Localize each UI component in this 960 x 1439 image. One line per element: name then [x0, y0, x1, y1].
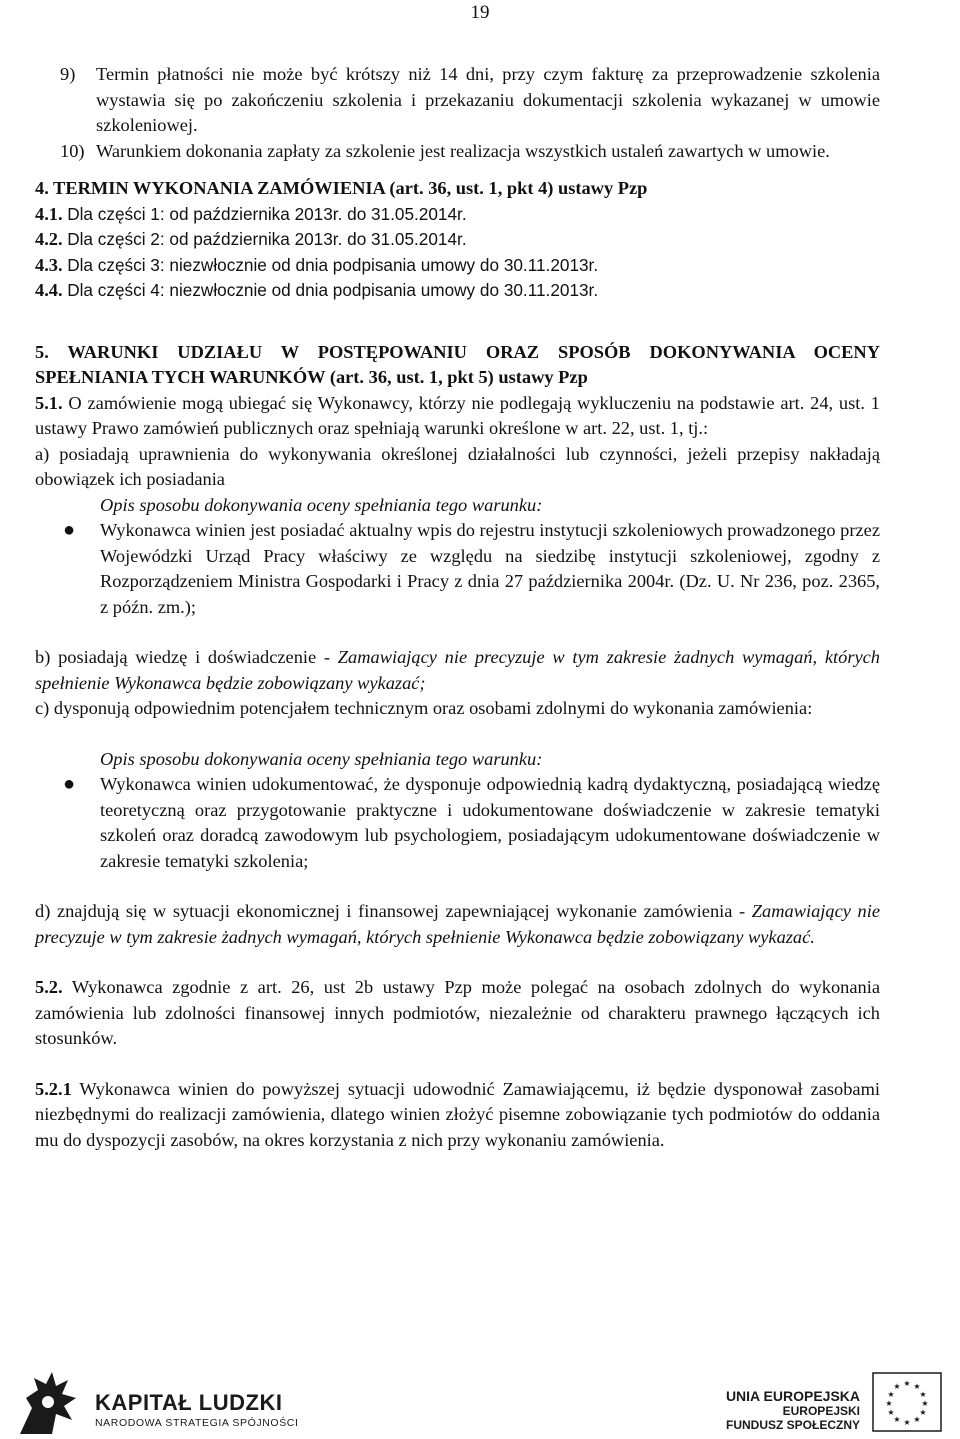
condition-d-lead: d) znajdują się w sytuacji ekonomicznej i finansowej zapewniającej wykonanie zamówienia -	[35, 901, 752, 921]
section-4-1	[35, 202, 880, 228]
list-text: Termin płatności nie może być krótszy niż 14 dni, przy czym fakturę za przeprowadzenie szkolenia wystawia się po zakończeniu szkolenia i przekazaniu dokumentacji szkolenia wykazanej w umowie szkoleniowej.	[96, 64, 880, 135]
svg-text:★: ★	[921, 1399, 929, 1408]
assessment-heading-c: Opis sposobu dokonywania oceny spełniania tego warunku:	[100, 748, 543, 769]
list-text: Warunkiem dokonania zapłaty za szkolenie jest realizacja wszystkich ustaleń zawartych w umowie.	[96, 140, 830, 161]
condition-a: a) posiadają uprawnienia do wykonywania określonej działalności lub czynności, jeżeli przepisy nakładają obowiązek ich posiadania	[35, 443, 880, 489]
section-5-2	[35, 975, 880, 1052]
subsection-text: Dla części 2: od października 2013r. do 31.05.2014r.	[67, 229, 467, 249]
bullet-item-a	[35, 518, 880, 620]
section-4-heading: 4. TERMIN WYKONANIA ZAMÓWIENIA (art. 36, ust. 1, pkt 4) ustawy Pzp	[35, 178, 648, 198]
svg-text:★: ★	[919, 1390, 927, 1399]
eu-line-3: FUNDUSZ SPOŁECZNY	[725, 1418, 860, 1432]
list-item-9	[35, 62, 880, 139]
condition-d	[35, 899, 880, 950]
kapital-ludzki-subtitle: NARODOWA STRATEGIA SPÓJNOŚCI	[95, 1417, 299, 1429]
page-number: 19	[470, 2, 490, 23]
eu-line-1: UNIA EUROPEJSKA	[725, 1388, 860, 1404]
section-5-heading: 5. WARUNKI UDZIAŁU W POSTĘPOWANIU ORAZ SPOSÓB DOKONYWANIA OCENY SPEŁNIANIA TYCH WARUNKÓW (art. 36, ust. 1, pkt 5) ustawy Pzp	[35, 341, 880, 387]
eu-label	[726, 1388, 860, 1432]
document-body	[35, 62, 880, 1153]
condition-d-note: Zamawiający nie precyzuje w tym zakresie żadnych wymagań, których spełnienie Wykonawca będzie zobowiązany wykazać.	[35, 901, 880, 947]
section-4-2	[35, 227, 880, 253]
list-number: 10)	[60, 140, 85, 161]
svg-text:★: ★	[913, 1415, 921, 1424]
svg-text:★: ★	[887, 1408, 895, 1417]
svg-text:★: ★	[893, 1415, 901, 1424]
kapital-ludzki-title: KAPITAŁ LUDZKI	[95, 1390, 283, 1415]
section-4-3	[35, 253, 880, 279]
bullet-item-c	[35, 772, 880, 874]
eu-line-2: EUROPEJSKI	[782, 1404, 860, 1418]
subsection-text: Wykonawca zgodnie z art. 26, ust 2b ustawy Pzp może polegać na osobach zdolnych do wykonania zamówienia lub zdolności finansowej innych podmiotów, niezależnie od charakteru prawnego łączących ich stosunków.	[35, 977, 880, 1048]
subsection-number: 4.2.	[35, 229, 63, 249]
section-5-2-1	[35, 1077, 880, 1154]
subsection-text: Dla części 4: niezwłocznie od dnia podpisania umowy do 30.11.2013r.	[67, 280, 599, 300]
subsection-number: 4.3.	[35, 254, 63, 275]
svg-text:★: ★	[903, 1418, 911, 1427]
svg-text:★: ★	[885, 1399, 893, 1408]
assessment-heading-a: Opis sposobu dokonywania oceny spełniania tego warunku:	[100, 494, 543, 515]
subsection-number: 5.2.	[35, 977, 63, 997]
subsection-number: 5.2.1	[35, 1078, 72, 1099]
bullet-text: Wykonawca winien udokumentować, że dysponuje odpowiednią kadrą dydaktyczną, posiadającą wiedzę teoretyczną oraz przygotowanie praktyczne i udokumentowane doświadczenie w zakresie tematyki szkoleń oraz doradcą zawodowym lub psychologiem, posiadającym udokumentowane doświadczenie w zakresie tematyki szkolenia;	[100, 774, 880, 871]
condition-b-note: Zamawiający nie precyzuje w tym zakresie żadnych wymagań, których spełnienie Wykonawca będzie zobowiązany wykazać;	[35, 647, 880, 693]
section-4-4	[35, 278, 880, 304]
svg-text:★: ★	[919, 1408, 927, 1417]
subsection-text: Dla części 1: od października 2013r. do 31.05.2014r.	[67, 203, 467, 224]
subsection-text: O zamówienie mogą ubiegać się Wykonawcy, którzy nie podlegają wykluczeniu na podstawie art. 24, ust. 1 ustawy Prawo zamówień publicznych oraz spełniają warunki określone w art. 22, ust. 1, tj.:	[35, 392, 880, 438]
svg-text:★: ★	[893, 1382, 901, 1391]
svg-text:★: ★	[903, 1379, 911, 1388]
condition-b	[35, 645, 880, 696]
svg-text:★: ★	[887, 1390, 895, 1399]
subsection-number: 4.4.	[35, 280, 63, 300]
subsection-number: 5.1.	[35, 392, 63, 413]
bullet-icon: ●	[63, 519, 76, 541]
bullet-text: Wykonawca winien jest posiadać aktualny wpis do rejestru instytucji szkoleniowych prowadzonego przez Wojewódzki Urząd Pracy właściwy ze względu na siedzibę instytucji szkoleniowej, zgodny z Rozporządzeniem Ministra Gospodarki i Pracy z dnia 27 października 2004r. (Dz. U. Nr 236, poz. 2365, z późn. zm.);	[100, 520, 880, 617]
eu-flag-icon	[872, 1372, 942, 1432]
bullet-icon: ●	[63, 773, 76, 795]
kapital-ludzki-logo-icon	[12, 1368, 84, 1436]
condition-b-lead: b) posiadają wiedzę i doświadczenie -	[35, 647, 338, 667]
condition-c: c) dysponują odpowiednim potencjałem technicznym oraz osobami zdolnymi do wykonania zamówienia:	[35, 698, 813, 718]
page-footer	[0, 1360, 960, 1439]
svg-text:★: ★	[913, 1382, 921, 1391]
subsection-text: Wykonawca winien do powyższej sytuacji udowodnić Zamawiającemu, iż będzie dysponował zasobami niezbędnymi do realizacji zamówienia, dlatego winien złożyć pisemne zobowiązanie tych podmiotów do oddania mu do dyspozycji zasobów, na okres korzystania z nich przy wykonaniu zamówienia.	[35, 1078, 880, 1150]
subsection-text: Dla części 3: niezwłocznie od dnia podpisania umowy do 30.11.2013r.	[67, 254, 599, 275]
section-5-1	[35, 391, 880, 442]
subsection-number: 4.1.	[35, 203, 63, 224]
list-number: 9)	[60, 64, 76, 84]
list-item-10	[35, 139, 880, 165]
